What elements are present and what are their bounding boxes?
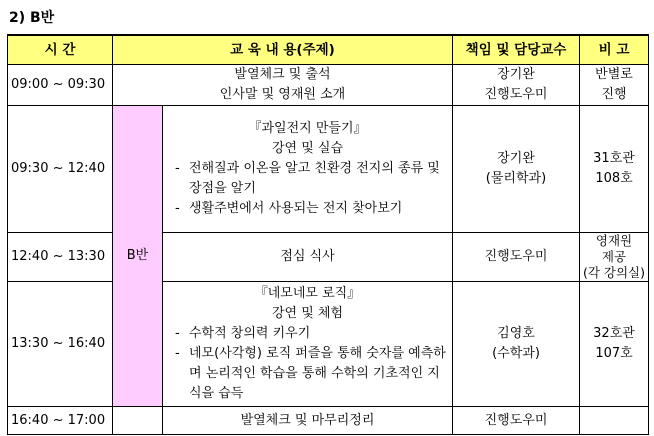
content-line: 발열체크 및 출석 <box>234 67 331 82</box>
table-row <box>8 106 649 233</box>
session-subtitle: 강연 및 체험 <box>271 306 344 321</box>
instructor-name: 김영호 <box>497 326 535 341</box>
note-line: 반별로 <box>595 67 633 82</box>
list-item: - 수학적 창의력 키우기 <box>169 324 446 344</box>
table-header-row <box>8 35 649 65</box>
content-line: 인사말 및 영재원 소개 <box>219 87 346 102</box>
header-time: 시 간 <box>8 35 113 65</box>
group-cell: B반 <box>113 106 163 407</box>
table-row <box>8 282 649 407</box>
instructor-cell <box>453 233 580 282</box>
header-instructor: 책임 및 담당교수 <box>453 35 580 65</box>
header-content: 교 육 내 용(주제) <box>113 35 453 65</box>
content-line: 점심 식사 <box>280 249 335 264</box>
note-line: 107호 <box>595 346 633 361</box>
session-title: 『네모네모 로직』 <box>254 286 361 301</box>
time-cell: 16:40 ~ 17:00 <box>8 407 113 435</box>
group-cell-empty <box>113 407 163 435</box>
content-cell <box>163 282 453 407</box>
table-row <box>8 65 649 106</box>
note-line: 제공 <box>601 249 627 264</box>
note-line: 31호관 <box>593 151 635 166</box>
instructor-name: 진행도우미 <box>484 249 548 264</box>
note-cell <box>580 407 649 435</box>
note-line: (각 강의실) <box>582 265 646 280</box>
content-cell <box>163 407 453 435</box>
time-cell: 09:00 ~ 09:30 <box>8 65 113 106</box>
instructor-dept: (물리학과) <box>485 171 547 186</box>
content-cell <box>113 65 453 106</box>
list-item: - 전해질과 이온을 알고 친환경 전지의 종류 및 장점을 알기 <box>169 159 446 199</box>
time-cell: 12:40 ~ 13:30 <box>8 233 113 282</box>
schedule-table <box>7 34 649 435</box>
note-line: 32호관 <box>593 326 635 341</box>
list-item: - 생활주변에서 사용되는 전지 찾아보기 <box>169 199 446 219</box>
content-cell <box>163 233 453 282</box>
note-cell <box>580 106 649 233</box>
time-cell: 13:30 ~ 16:40 <box>8 282 113 407</box>
instructor-name: 장기완 <box>497 67 535 82</box>
table-row <box>8 233 649 282</box>
table-row <box>8 407 649 435</box>
instructor-name: 진행도우미 <box>484 87 548 102</box>
time-cell: 09:30 ~ 12:40 <box>8 106 113 233</box>
session-subtitle: 강연 및 실습 <box>271 141 344 156</box>
content-line: 발열체크 및 마무리정리 <box>240 412 375 428</box>
instructor-dept: (수학과) <box>492 346 540 361</box>
session-items <box>169 159 446 219</box>
session-title: 『과일전지 만들기』 <box>248 121 367 136</box>
note-line: 진행 <box>601 87 627 102</box>
section-heading: 2) B반 <box>9 10 55 26</box>
note-line: 108호 <box>595 171 633 186</box>
note-line: 영재원 <box>595 233 633 248</box>
note-cell <box>580 282 649 407</box>
instructor-cell <box>453 106 580 233</box>
instructor-name: 진행도우미 <box>484 412 548 428</box>
instructor-name: 장기완 <box>497 151 535 166</box>
list-item: - 네모(사각형) 로직 퍼즐을 통해 숫자를 예측하며 논리적인 학습을 통해 수학의 기초적인 지식을 습득 <box>169 344 446 404</box>
instructor-cell <box>453 65 580 106</box>
header-note: 비 고 <box>580 35 649 65</box>
session-items <box>169 324 446 404</box>
note-cell <box>580 233 649 282</box>
instructor-cell <box>453 407 580 435</box>
content-cell <box>163 106 453 233</box>
note-cell <box>580 65 649 106</box>
instructor-cell <box>453 282 580 407</box>
